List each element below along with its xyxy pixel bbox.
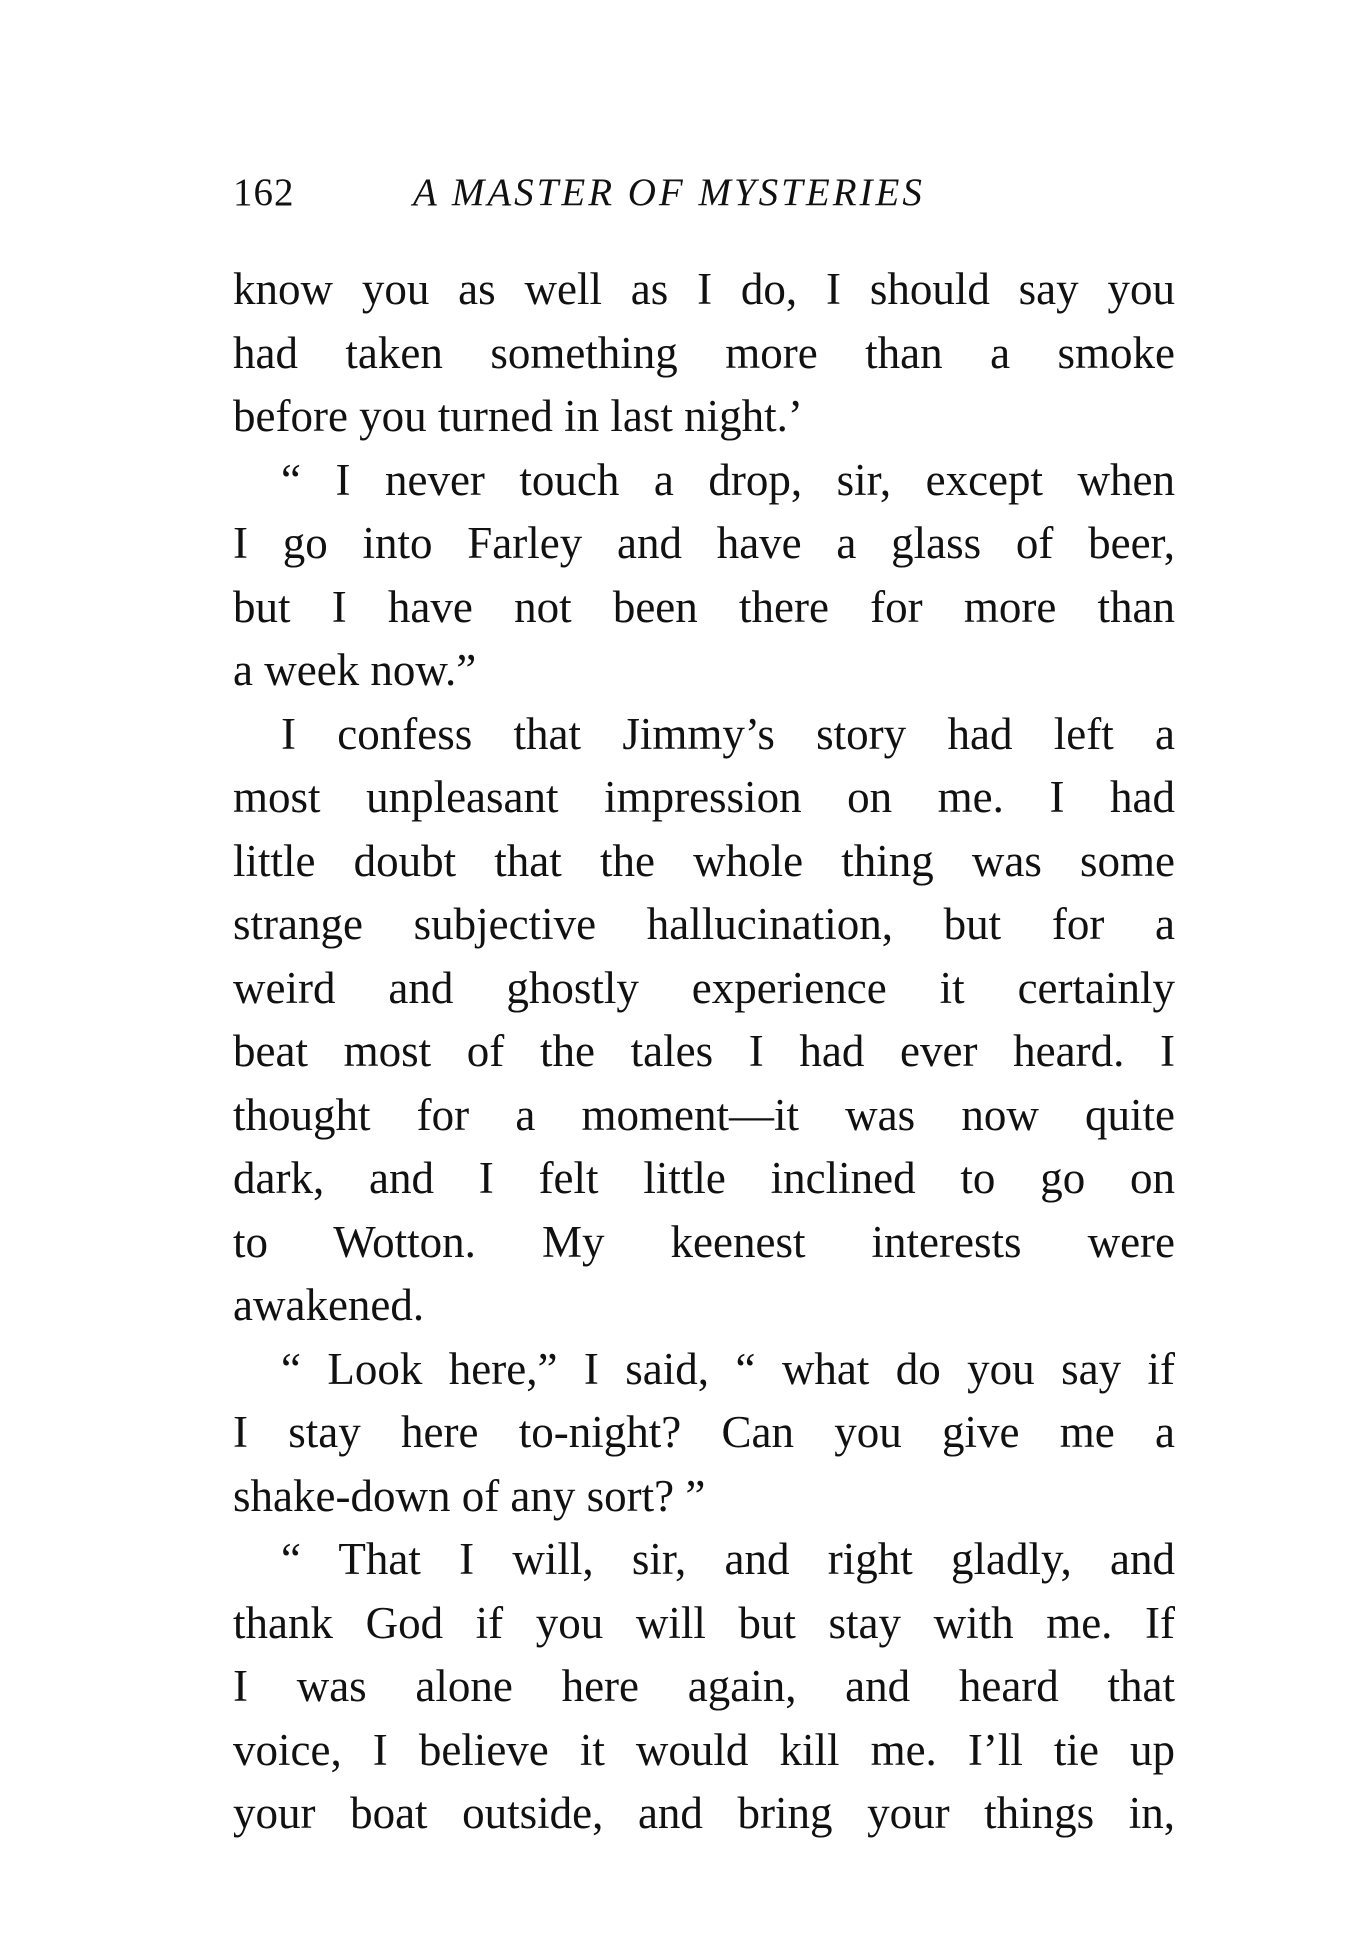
text-line: “ Look here,” I said, “ what do you say if [281, 1343, 1175, 1394]
text-line: thank God if you will but stay with me. If [233, 1597, 1175, 1648]
text-line: but I have not been there for more than [233, 581, 1175, 632]
text-line: to Wotton. My keenest interests were [233, 1216, 1175, 1267]
page-header [233, 168, 1033, 218]
text-line: know you as well as I do, I should say you [233, 264, 1175, 314]
running-title: A MASTER OF MYSTERIES [413, 171, 925, 214]
text-line: most unpleasant impression on me. I had [233, 772, 1175, 822]
text-line: I go into Farley and have a glass of beer, [233, 518, 1175, 568]
text-line: your boat outside, and bring your things in, [233, 1788, 1175, 1838]
text-line: before you turned in last night.’ [233, 391, 803, 441]
text-line: beat most of the tales I had ever heard. I [233, 1026, 1175, 1076]
text-line: weird and ghostly experience it certainly [233, 962, 1175, 1013]
text-line: “ That I will, sir, and right gladly, and [281, 1534, 1175, 1584]
text-line: voice, I believe it would kill me. I’ll tie up [233, 1724, 1175, 1775]
page-number: 162 [233, 171, 295, 214]
text-line: I confess that Jimmy’s story had left a [281, 708, 1175, 759]
text-line: shake-down of any sort? ” [233, 1470, 706, 1521]
text-line: a week now.” [233, 645, 477, 695]
body-text [233, 258, 1175, 1846]
text-line: thought for a moment—it was now quite [233, 1089, 1175, 1140]
text-line: little doubt that the whole thing was some [233, 835, 1175, 886]
text-line: awakened. [233, 1280, 425, 1330]
text-line: I was alone here again, and heard that [233, 1661, 1175, 1711]
text-line: dark, and I felt little inclined to go on [233, 1153, 1175, 1203]
text-line: “ I never touch a drop, sir, except when [281, 454, 1175, 505]
text-line: had taken something more than a smoke [233, 327, 1175, 378]
text-line: I stay here to-night? Can you give me a [233, 1407, 1175, 1457]
text-line: strange subjective hallucination, but for a [233, 899, 1175, 949]
